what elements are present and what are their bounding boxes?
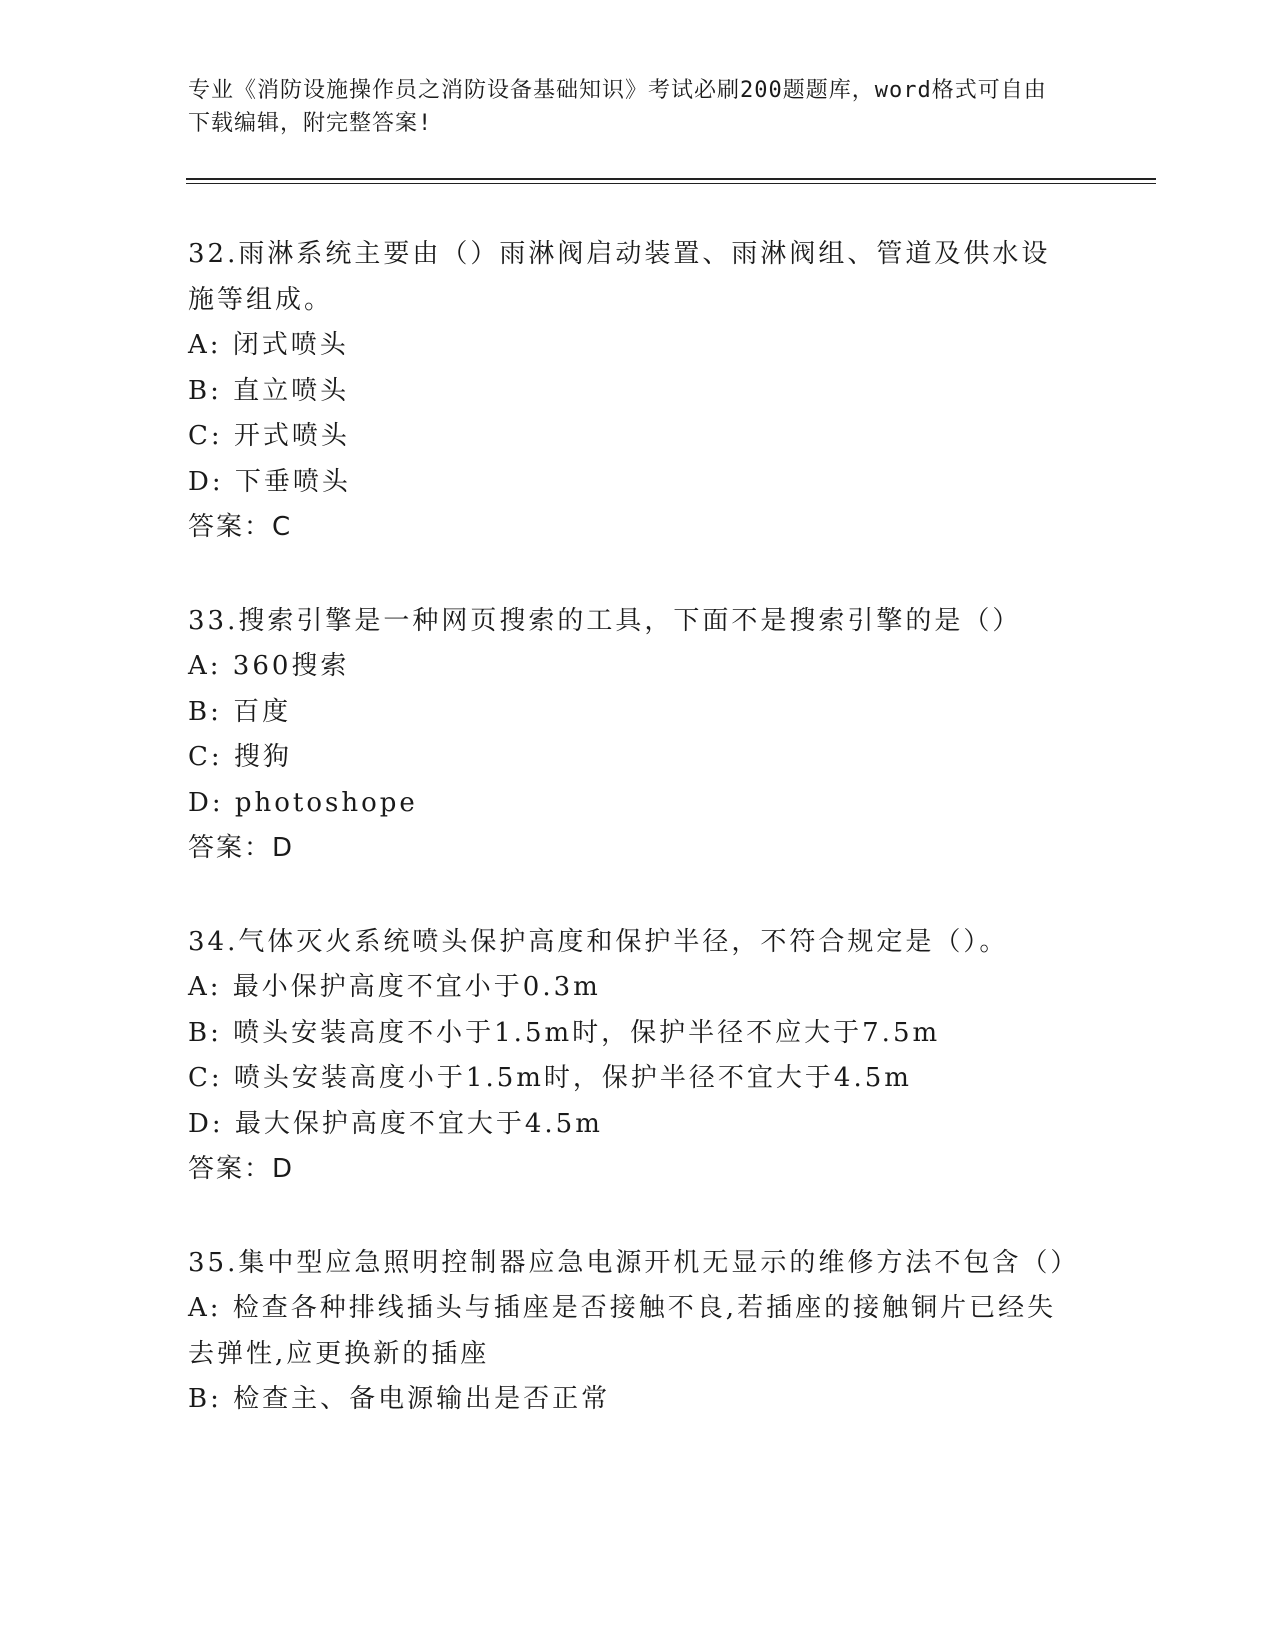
option-a: A: 检查各种排线插头与插座是否接触不良,若插座的接触铜片已经失去弹性,应更换新的插座 xyxy=(188,1293,1057,1369)
option-d: D: photoshope xyxy=(188,787,418,818)
option-c: C: 喷头安装高度小于1.5m时，保护半径不宜大于4.5m xyxy=(188,1063,912,1093)
option-b: B: 喷头安装高度不小于1.5m时，保护半径不应大于7.5m xyxy=(188,1017,941,1048)
answer-label: 答案：C xyxy=(188,512,293,542)
option-b: B: 检查主、备电源输出是否正常 xyxy=(188,1384,611,1414)
option-d: D: 最大保护高度不宜大于4.5m xyxy=(188,1108,603,1139)
document-intro: 专业《消防设施操作员之消防设备基础知识》考试必刷200题题库，word格式可自由下载编辑，附完整答案! xyxy=(188,78,1047,136)
option-b: B: 直立喷头 xyxy=(188,375,350,406)
question-stem: 34.气体灭火系统喷头保护高度和保护半径，不符合规定是（）。 xyxy=(188,926,1009,957)
header-divider xyxy=(186,178,1156,184)
option-d: D: 下垂喷头 xyxy=(188,466,351,497)
question-34 xyxy=(188,920,1088,1193)
question-32 xyxy=(188,232,1088,551)
question-stem: 32.雨淋系统主要由（）雨淋阀启动装置、雨淋阀组、管道及供水设施等组成。 xyxy=(188,239,1051,315)
question-35 xyxy=(188,1241,1088,1423)
question-stem: 35.集中型应急照明控制器应急电源开机无显示的维修方法不包含（） xyxy=(188,1247,1080,1278)
question-stem: 33.搜索引擎是一种网页搜索的工具，下面不是搜索引擎的是（） xyxy=(188,605,1022,636)
option-a: A: 闭式喷头 xyxy=(188,330,349,360)
option-c: C: 搜狗 xyxy=(188,742,292,772)
question-33 xyxy=(188,599,1088,872)
option-c: C: 开式喷头 xyxy=(188,421,350,451)
option-b: B: 百度 xyxy=(188,696,292,727)
option-a: A: 360搜索 xyxy=(188,651,350,681)
option-a: A: 最小保护高度不宜小于0.3m xyxy=(188,972,601,1002)
answer-label: 答案：D xyxy=(188,833,295,863)
answer-label: 答案：D xyxy=(188,1154,295,1184)
question-list xyxy=(188,232,1088,1471)
